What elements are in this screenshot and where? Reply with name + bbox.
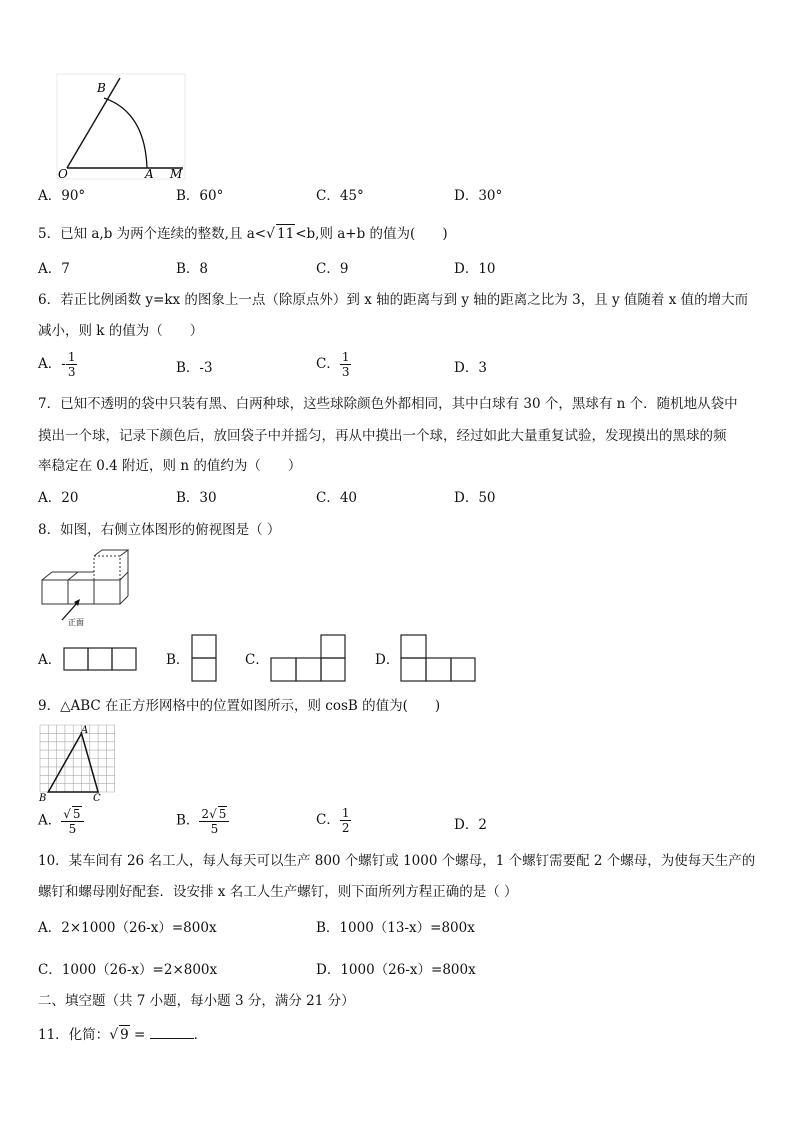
q9-option-b-fraction	[199, 806, 229, 836]
q8-option-b: B．	[166, 652, 190, 668]
q8-option-c: C．	[245, 652, 269, 668]
q8-option-a: A．	[38, 652, 62, 668]
q8-stem: 8．如图，右侧立体图形的俯视图是（ ）	[38, 522, 281, 538]
q4-option-a: A．90°	[38, 188, 86, 204]
answer-blank[interactable]	[150, 1026, 194, 1039]
q5-option-a: A．7	[38, 261, 70, 277]
q6-option-c-fraction	[340, 350, 352, 379]
q7-option-b: B．30	[176, 490, 217, 506]
fraction-numerator: 1	[341, 806, 350, 820]
section-heading: 二、填空题（共 7 小题，每小题 3 分，满分 21 分）	[38, 993, 355, 1009]
q5-stem	[38, 224, 448, 243]
q8-option-a-figure	[63, 647, 139, 673]
q9-option-a-fraction	[61, 806, 83, 836]
q9-option-b-prefix: B．	[176, 812, 200, 829]
fraction-numerator: 1	[67, 350, 76, 364]
q9-option-c	[316, 806, 351, 835]
fraction-denominator: 5	[210, 822, 219, 836]
sqrt-symbol: √	[109, 1027, 119, 1043]
q8-option-c-figure	[270, 634, 348, 684]
q5-stem-post: <b,则 a+b 的值为( )	[295, 226, 448, 242]
q7-option-c: C．40	[316, 490, 358, 506]
label-B: B	[97, 81, 106, 95]
q6-option-b: B．-3	[176, 360, 213, 376]
sqrt-symbol: √	[266, 226, 276, 242]
q4-option-c: C．45°	[316, 188, 364, 204]
q5-option-b: B．8	[176, 261, 209, 277]
q9-option-c-fraction	[340, 806, 352, 835]
grid-triangle-figure	[36, 721, 122, 803]
q4-option-b: B．60°	[176, 188, 224, 204]
fraction-denominator: 2	[341, 821, 350, 835]
fraction-denominator: 3	[67, 365, 76, 379]
fraction-denominator: 3	[341, 365, 350, 379]
label-M: M	[170, 167, 183, 181]
label-C: C	[93, 793, 101, 803]
q4-option-d: D．30°	[454, 188, 503, 204]
q11-prefix: 11．化简：	[38, 1027, 110, 1043]
q5-radicand: 11	[277, 226, 295, 242]
q8-option-d: D．	[375, 652, 400, 668]
q9-option-d: D．2	[454, 817, 487, 833]
q5-option-c: C．9	[316, 261, 349, 277]
q9-stem: 9．△ABC 在正方形网格中的位置如图所示，则 cosB 的值为( )	[38, 698, 441, 714]
q11-equals: =	[129, 1027, 150, 1043]
fraction-numerator	[61, 806, 83, 822]
q10-option-c: C．1000（26-x）=2×800x	[38, 962, 218, 978]
radicand: 5	[72, 807, 81, 821]
q11-stem	[38, 1025, 207, 1044]
q9-option-a-prefix: A．	[38, 812, 62, 829]
q9-option-c-prefix: C．	[316, 812, 340, 828]
q10-stem-line2: 螺钉和螺母刚好配套．设安排 x 名工人生产螺钉，则下面所列方程正确的是（ ）	[38, 884, 518, 900]
q5-option-d: D．10	[454, 261, 496, 277]
q6-stem-line2: 减小，则 k 的值为（ ）	[38, 323, 204, 339]
radicand: 5	[218, 807, 227, 821]
label-A: A	[145, 167, 154, 181]
q10-option-d: D．1000（26-x）=800x	[316, 962, 476, 978]
q9-option-b	[176, 806, 229, 836]
q6-option-a	[38, 350, 77, 379]
q6-option-a-prefix: A．-	[38, 356, 66, 372]
q7-option-a: A．20	[38, 490, 79, 506]
label-A: A	[81, 725, 89, 736]
q8-option-b-figure	[191, 634, 219, 684]
label-O: O	[58, 167, 68, 181]
q8-option-d-figure	[400, 634, 478, 684]
front-label: 正面	[68, 618, 84, 627]
coefficient: 2	[201, 807, 210, 821]
solid-figure	[36, 546, 136, 628]
fraction-denominator: 5	[68, 822, 77, 836]
q6-option-d: D．3	[454, 360, 487, 376]
q6-option-a-fraction	[66, 350, 78, 379]
q11-radicand: 9	[120, 1027, 129, 1043]
fraction-numerator: 1	[341, 350, 350, 364]
angle-figure	[55, 72, 190, 182]
q7-stem-line2: 摸出一个球，记录下颜色后，放回袋子中并摇匀，再从中摸出一个球，经过如此大量重复试验，发现摸出的黑球的频	[38, 428, 727, 444]
sqrt-symbol: √	[63, 807, 71, 821]
q9-option-a	[38, 806, 84, 836]
q5-stem-pre: 5．已知 a,b 为两个连续的整数,且 a<	[38, 226, 267, 242]
q6-option-c-prefix: C．	[316, 356, 340, 372]
q10-stem-line1: 10．某车间有 26 名工人，每人每天可以生产 800 个螺钉或 1000 个螺母，1 个螺钉需要配 2 个螺母，为使每天生产的	[38, 853, 756, 869]
fraction-numerator	[199, 806, 229, 822]
q11-end: ．	[193, 1027, 208, 1043]
q7-stem-line1: 7．已知不透明的袋中只装有黑、白两种球，这些球除颜色外都相同，其中白球有 30 个，黑球有 n 个．随机地从袋中	[38, 396, 738, 412]
label-B: B	[39, 793, 47, 803]
q7-stem-line3: 率稳定在 0.4 附近，则 n 的值约为（ ）	[38, 458, 302, 474]
q7-option-d: D．50	[454, 490, 496, 506]
q10-option-b: B．1000（13-x）=800x	[316, 920, 475, 936]
q10-option-a: A．2×1000（26-x）=800x	[38, 920, 217, 936]
q6-stem-line1: 6．若正比例函数 y=kx 的图象上一点（除原点外）到 x 轴的距离与到 y 轴的距离之比为 3，且 y 值随着 x 值的增大而	[38, 292, 749, 308]
q6-option-c	[316, 350, 351, 379]
sqrt-symbol: √	[209, 807, 217, 821]
